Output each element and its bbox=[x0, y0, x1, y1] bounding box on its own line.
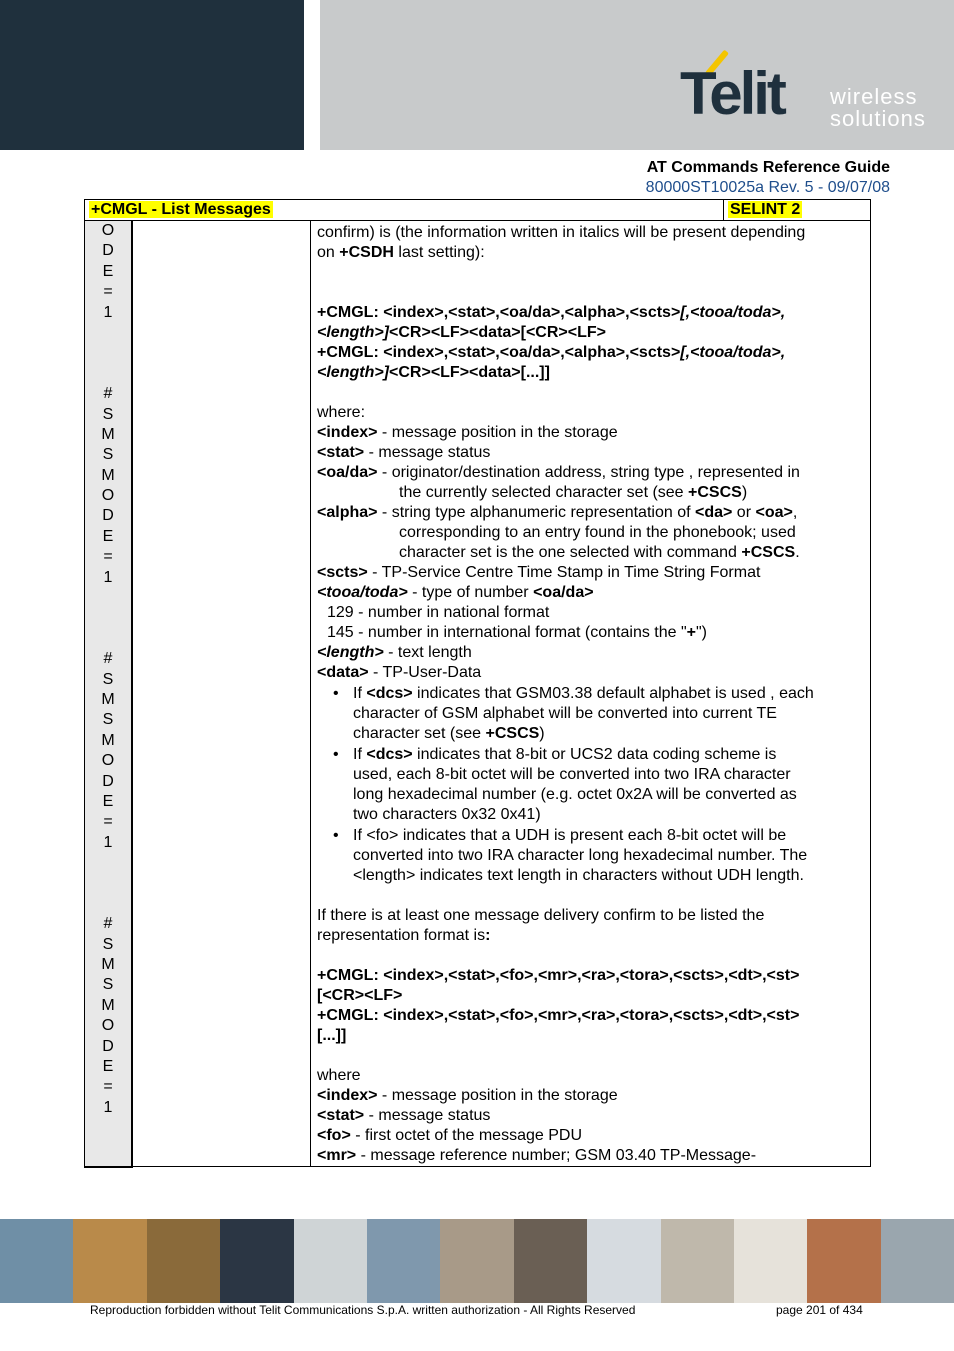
logo-text: Telit bbox=[680, 60, 784, 127]
left-column-char: # bbox=[103, 385, 113, 403]
param-tooa-toda: <tooa/toda> - type of number <oa/da> bbox=[317, 584, 594, 601]
left-column-char: M bbox=[101, 466, 115, 484]
table-header-row bbox=[85, 200, 871, 221]
left-column-char bbox=[85, 364, 131, 384]
left-column-char: D bbox=[102, 507, 114, 525]
param-length: <length> - text length bbox=[317, 644, 472, 661]
left-column-char: = bbox=[103, 1078, 113, 1096]
document-title: AT Commands Reference Guide bbox=[646, 159, 890, 176]
type-145: 145 - number in international format (contains the "+") bbox=[327, 624, 708, 641]
param-stat: <stat> - message status bbox=[317, 444, 491, 461]
response-format-1: +CMGL: <index>,<stat>,<oa/da>,<alpha>,<scts>[,<tooa/toda>, bbox=[317, 344, 786, 361]
left-column bbox=[85, 221, 133, 1167]
left-column-char bbox=[85, 608, 131, 628]
param-scts: <scts> - TP-Service Centre Time Stamp in Time String Format bbox=[317, 564, 761, 581]
response-format-2: [...]] bbox=[317, 1027, 347, 1044]
footer-image-strip bbox=[0, 1219, 954, 1303]
logo-tagline-1: wireless bbox=[830, 84, 918, 109]
copyright-notice: Reproduction forbidden without Telit Communications S.p.A. written authorization - All Rights Reserved bbox=[90, 1303, 636, 1317]
left-column-char: S bbox=[102, 711, 114, 729]
left-column-char: D bbox=[102, 242, 114, 260]
header-dark-panel bbox=[0, 0, 304, 150]
left-column-char: M bbox=[101, 425, 115, 443]
left-column-char: D bbox=[102, 1037, 114, 1055]
left-column-char: O bbox=[101, 222, 115, 239]
left-column-char: O bbox=[101, 752, 115, 770]
left-column-char: D bbox=[102, 772, 114, 790]
left-column-char: M bbox=[101, 956, 115, 974]
left-column-char: E bbox=[102, 1058, 114, 1076]
left-column-char bbox=[85, 323, 131, 343]
response-format-2: +CMGL: <index>,<stat>,<fo>,<mr>,<ra>,<tora>,<scts>,<dt>,<st> bbox=[317, 967, 800, 984]
left-column-char: 1 bbox=[103, 1098, 113, 1116]
param-oa-da-cont: the currently selected character set (see +CSCS) bbox=[399, 484, 748, 501]
page-number: page 201 of 434 bbox=[776, 1303, 863, 1317]
param-index: <index> - message position in the storage bbox=[317, 424, 618, 441]
left-column-char: E bbox=[102, 527, 114, 545]
left-column-char: O bbox=[101, 1017, 115, 1035]
left-column-char: S bbox=[102, 446, 114, 464]
left-column-char: S bbox=[102, 935, 114, 953]
param-index: <index> - message position in the storage bbox=[317, 1087, 618, 1104]
logo-tagline-2: solutions bbox=[830, 106, 926, 131]
left-column-char: = bbox=[103, 813, 113, 831]
document-revision: 80000ST10025a Rev. 5 - 09/07/08 bbox=[645, 179, 890, 196]
response-format-2: [<CR><LF> bbox=[317, 987, 403, 1004]
param-alpha: <alpha> - string type alphanumeric representation of <da> or <oa>, bbox=[317, 504, 798, 521]
left-column-char: = bbox=[103, 283, 113, 301]
logo-tagline bbox=[830, 86, 926, 130]
left-column-char: M bbox=[101, 996, 115, 1014]
param-oa-da: <oa/da> - originator/destination address, string type , represented in bbox=[317, 464, 800, 481]
param-stat: <stat> - message status bbox=[317, 1107, 491, 1124]
response-format-1: <length>]<CR><LF><data>[...]] bbox=[317, 364, 550, 381]
left-column-char: = bbox=[103, 548, 113, 566]
intro-line: confirm) is (the information written in italics will be present depending bbox=[317, 224, 806, 241]
left-column-char bbox=[85, 874, 131, 894]
left-column-char: E bbox=[102, 262, 114, 280]
param-alpha-cont: character set is the one selected with command +CSCS. bbox=[399, 544, 800, 561]
param-mr: <mr> - message reference number; GSM 03.40 TP-Message- bbox=[317, 1147, 757, 1164]
bullet-item: • If <fo> indicates that a UDH is present each 8-bit octet will be converted into two IRA character long hexadecimal number. The <length> indicates text length in characters without UDH length. bbox=[317, 826, 864, 886]
left-column-char bbox=[85, 588, 131, 608]
param-fo: <fo> - first octet of the message PDU bbox=[317, 1127, 582, 1144]
left-column-char: O bbox=[101, 487, 115, 505]
bullet-item: • If <dcs> indicates that 8-bit or UCS2 data coding scheme is used, each 8-bit octet will be converted into two IRA character long hexadecimal number (e.g. octet 0x2A will be converted as two characters 0x32 0x41) bbox=[317, 745, 864, 825]
left-column-char: # bbox=[103, 915, 113, 933]
left-column-char: # bbox=[103, 650, 113, 668]
middle-column bbox=[132, 221, 311, 1167]
command-name: +CMGL - List Messages bbox=[91, 201, 271, 218]
response-format-1: <length>]<CR><LF><data>[<CR><LF> bbox=[317, 324, 606, 341]
table-body-row bbox=[85, 221, 871, 1167]
left-column-char: S bbox=[102, 405, 114, 423]
where-label: where bbox=[317, 1067, 361, 1084]
left-column-char bbox=[85, 853, 131, 873]
left-column-char: S bbox=[102, 976, 114, 994]
left-column-char bbox=[85, 629, 131, 649]
left-column-char bbox=[85, 343, 131, 363]
left-column-char: E bbox=[102, 792, 114, 810]
intro-line: on +CSDH last setting): bbox=[317, 244, 485, 261]
where-label: where: bbox=[317, 404, 366, 421]
command-table bbox=[84, 199, 871, 1168]
bullet-item: • If <dcs> indicates that GSM03.38 default alphabet is used , each character of GSM alphabet will be converted into current TE character set (see +CSCS) bbox=[317, 684, 864, 744]
left-column-char bbox=[85, 894, 131, 914]
interface-badge: SELINT 2 bbox=[730, 201, 801, 218]
confirm-intro: If there is at least one message delivery confirm to be listed the bbox=[317, 907, 765, 924]
response-format-1: +CMGL: <index>,<stat>,<oa/da>,<alpha>,<scts>[,<tooa/toda>, bbox=[317, 304, 786, 321]
left-column-char: M bbox=[101, 690, 115, 708]
left-column-char: M bbox=[101, 731, 115, 749]
left-column-char: 1 bbox=[103, 833, 113, 851]
description-cell bbox=[311, 221, 871, 1167]
param-alpha-cont: corresponding to an entry found in the phonebook; used bbox=[399, 524, 796, 541]
telit-logo bbox=[676, 46, 936, 136]
param-data: <data> - TP-User-Data bbox=[317, 664, 482, 681]
left-column-char: 1 bbox=[103, 568, 113, 586]
response-format-2: +CMGL: <index>,<stat>,<fo>,<mr>,<ra>,<tora>,<scts>,<dt>,<st> bbox=[317, 1007, 800, 1024]
left-column-char: 1 bbox=[103, 303, 113, 321]
type-129: 129 - number in national format bbox=[327, 604, 550, 621]
confirm-intro: representation format is: bbox=[317, 927, 491, 944]
left-column-char: S bbox=[102, 670, 114, 688]
